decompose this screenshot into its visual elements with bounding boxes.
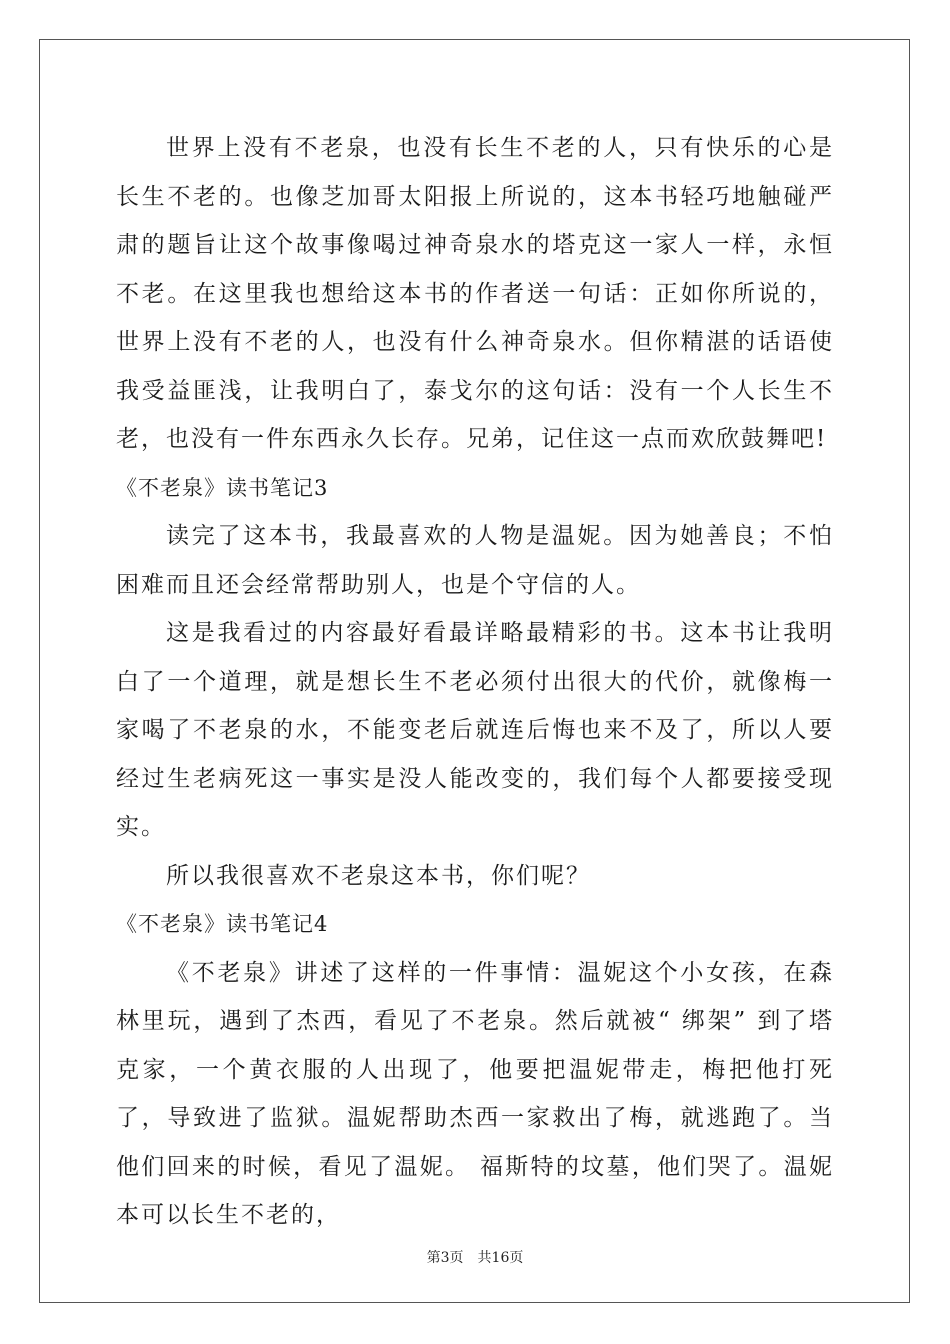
page-number: 第3页 (426, 1250, 464, 1266)
page-footer (0, 1247, 950, 1267)
paragraph-1: 世界上没有不老泉，也没有长生不老的人，只有快乐的心是长生不老的。也像芝加哥太阳报上所说的，这本书轻巧地触碰严肃的题旨让这个故事像喝过神奇泉水的塔克这一家人一样，永恒不老。在这里我也想给这本书的作者送一句话：正如你所说的，世界上没有不老的人，也没有什么神奇泉水。但你精湛的话语使我受益匪浅，让我明白了，泰戈尔的这句话：没有一个人长生不老，也没有一件东西永久长存。兄弟，记住这一点而欢欣鼓舞吧! (116, 135, 834, 452)
section-heading-4: 《不老泉》读书笔记4 (116, 912, 329, 936)
page-total: 共16页 (477, 1250, 524, 1266)
paragraph-3: 这是我看过的内容最好看最详略最精彩的书。这本书让我明白了一个道理，就是想长生不老必须付出很大的代价，就像梅一家喝了不老泉的水，不能变老后就连后悔也来不及了，所以人要经过生老病死这一事实是没人能改变的，我们每个人都要接受现实。 (116, 620, 834, 840)
paragraph-4: 所以我很喜欢不老泉这本书，你们呢？ (166, 862, 591, 889)
document-body (116, 124, 834, 1240)
section-heading-3: 《不老泉》读书笔记3 (116, 475, 329, 500)
paragraph-2: 读完了这本书，我最喜欢的人物是温妮。因为她善良；不怕困难而且还会经常帮助别人，也是个守信的人。 (116, 523, 834, 598)
paragraph-5: 《不老泉》讲述了这样的一件事情：温妮这个小女孩，在森林里玩，遇到了杰西，看见了不老泉。然后就被“ 绑架” 到了塔克家，一个黄衣服的人出现了，他要把温妮带走，梅把他打死了，导致进了监狱。温妮帮助杰西一家救出了梅，就逃跑了。当他们回来的时候，看见了温妮。 福斯特的坟墓，他们哭了。温妮本可以长生不老的， (116, 959, 834, 1228)
